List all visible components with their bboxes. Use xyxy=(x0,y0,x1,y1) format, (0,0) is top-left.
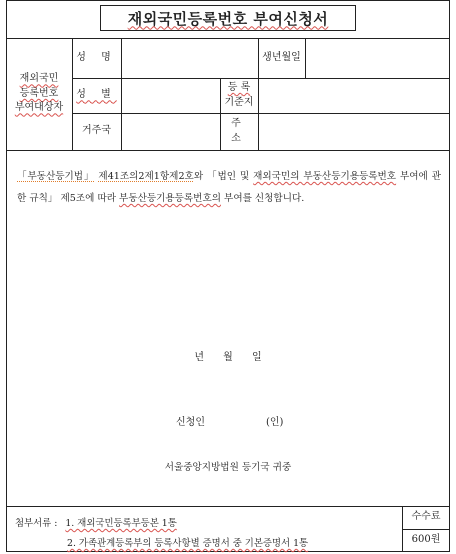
applicant-group-label xyxy=(6,38,72,150)
addressee xyxy=(0,459,456,473)
form-title-text: 재외국민등록번호 부여신청서 xyxy=(127,9,329,28)
registry-label-line-1: 등 록 xyxy=(227,82,251,93)
attachment-row-1 xyxy=(15,514,400,534)
birth-label-text: 생년월일 xyxy=(262,51,301,63)
table-bottom-line xyxy=(6,150,450,151)
birth-label xyxy=(258,38,305,78)
registry-field[interactable] xyxy=(258,78,450,113)
registry-label xyxy=(220,78,258,113)
application-statement xyxy=(17,166,441,210)
date-line-text: 년 월 일 xyxy=(194,352,262,363)
statement-law-name: 「부동산등기법」 xyxy=(17,171,95,182)
statement-term: 재외국민의 부동산등기용등록번호 xyxy=(253,171,397,182)
sex-field[interactable] xyxy=(121,78,220,113)
attachment-item-2: 2. 가족관계등록부의 등록사항별 증명서 중 기본증명서 1통 xyxy=(67,538,309,549)
group-label-line-2: 등록번호 xyxy=(19,87,59,99)
form-title xyxy=(92,6,364,30)
fee-label xyxy=(402,506,450,529)
group-label-line-3: 부여대상자 xyxy=(14,102,64,114)
address-field[interactable] xyxy=(258,113,450,150)
sex-label xyxy=(72,78,121,113)
residence-country-label xyxy=(72,113,121,150)
group-label-line-1: 재외국민 xyxy=(19,73,59,85)
fee-label-text: 수수료 xyxy=(411,511,441,523)
attachment-row-2 xyxy=(15,534,400,554)
residence-country-label-text: 거주국 xyxy=(82,125,111,137)
fee-amount-text: 600원 xyxy=(411,534,441,546)
name-label xyxy=(72,38,121,78)
attachments-heading: 첨부서류 : xyxy=(15,518,58,529)
attachment-item-1: 1. 재외국민등록부등본 1통 xyxy=(65,518,177,529)
statement-ending: 부여를 신청합니다. xyxy=(221,193,305,204)
fee-amount xyxy=(402,529,450,552)
sex-label-text: 성 별 xyxy=(76,89,117,101)
name-field[interactable] xyxy=(121,38,258,78)
statement-part5: 부여에 관한 규칙」 제5조에 따라 xyxy=(17,171,441,204)
statement-part3: 와 「법인 및 xyxy=(193,171,254,182)
residence-country-field[interactable] xyxy=(121,113,220,150)
name-label-text: 성 명 xyxy=(76,51,117,63)
statement-number-term: 부동산등기용등록번호의 xyxy=(119,193,221,204)
applicant-sign-label: 신청인 xyxy=(176,417,205,428)
addressee-text: 서울중앙지방법원 등기국 귀중 xyxy=(164,462,292,473)
applicant-seal: (인) xyxy=(266,417,284,428)
statement-article: 제41조의2제1항제2호 xyxy=(98,171,194,182)
registry-label-line-2: 기준지 xyxy=(224,96,254,108)
date-line xyxy=(0,348,456,363)
address-label xyxy=(220,113,258,150)
address-label-text: 주 소 xyxy=(231,118,247,144)
attachments-top-line xyxy=(6,506,450,507)
attachments xyxy=(15,514,400,554)
birth-field[interactable] xyxy=(305,38,450,78)
